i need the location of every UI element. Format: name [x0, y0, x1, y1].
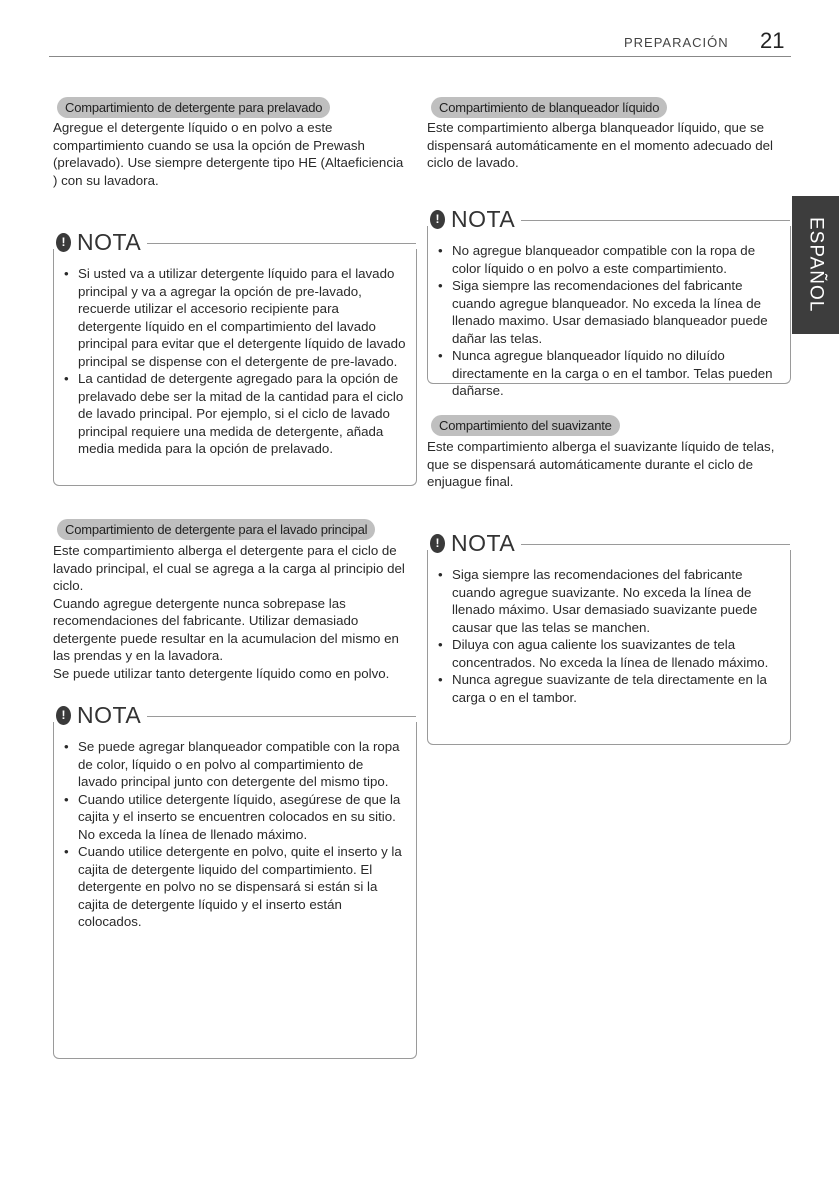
note-item: • Cuando utilice detergente líquido, asegúrese de que la cajita y el inserto se encuentren colocados en su sitio. No exceda la línea de llenado máximo.: [64, 791, 406, 844]
main-wash-note-box: [53, 701, 417, 1059]
bleach-body: Este compartimiento alberga blanqueador líquido, que se dispensará automáticamente en el momento adecuado del ciclo de lavado.: [427, 120, 773, 170]
bleach-note-box: [427, 205, 791, 398]
note-rule: [147, 716, 416, 717]
note-label: NOTA: [451, 205, 516, 232]
prewash-note-box: [53, 228, 417, 486]
note-item: • No agregue blanqueador compatible con la ropa de color líquido o en polvo a este compartimiento.: [438, 242, 780, 277]
note-rule: [147, 243, 416, 244]
main-wash-paragraph: Este compartimiento alberga el detergente para el ciclo de lavado principal, el cual se agrega a la carga al principio del ciclo.: [53, 543, 405, 593]
note-item: • Nunca agregue blanqueador líquido no diluído directamente en la carga o en el tambor. Telas pueden dañarse.: [438, 347, 780, 400]
note-label: NOTA: [77, 701, 142, 728]
note-item: • La cantidad de detergente agregado para la opción de prelavado debe ser la mitad de la cantidad para el ciclo de lavado principal. Por ejemplo, si el ciclo de lavado principal requiere una medida de detergente, añada media medida para la opción de prelavado.: [64, 370, 406, 458]
section-title: PREPARACIÓN: [624, 35, 729, 50]
info-icon: !: [430, 534, 445, 553]
main-wash-paragraph: Cuando agregue detergente nunca sobrepase las recomendaciones del fabricante. Utilizar demasiado detergente puede resultar en la acumulacion del mismo en las prendas y en la lavadora.: [53, 595, 399, 663]
bleach-note-list: [438, 242, 780, 400]
main-wash-body: [53, 542, 408, 682]
note-header: [54, 228, 416, 255]
note-header: [54, 701, 416, 728]
info-icon: !: [56, 233, 71, 252]
prewash-heading: Compartimiento de detergente para prelavado: [57, 97, 330, 118]
note-item: • Diluya con agua caliente los suavizantes de tela concentrados. No exceda la línea de llenado máximo.: [438, 636, 780, 671]
bleach-heading: Compartimiento de blanqueador líquido: [431, 97, 667, 118]
info-icon: !: [430, 210, 445, 229]
main-wash-paragraph: Se puede utilizar tanto detergente líquido como en polvo.: [53, 665, 390, 681]
softener-note-box: [427, 529, 791, 745]
info-icon: !: [56, 706, 71, 725]
language-tab-label: ESPAÑOL: [805, 217, 827, 313]
header-divider: [49, 56, 791, 57]
note-item: • Siga siempre las recomendaciones del fabricante cuando agregue suavizante. No exceda la línea de llenado máximo. Usar demasiado suavizante puede causar que las telas se manchen.: [438, 566, 780, 636]
note-item: • Siga siempre las recomendaciones del fabricante cuando agregue blanqueador. No exceda la línea de llenado maximo. Usar demasiado blanqueador puede dañar las telas.: [438, 277, 780, 347]
note-rule: [521, 544, 790, 545]
softener-note-list: [438, 566, 780, 706]
note-label: NOTA: [77, 228, 142, 255]
prewash-body: Agregue el detergente líquido o en polvo a este compartimiento cuando se usa la opción de Prewash (prelavado). Use siempre detergente tipo HE (Altaeficiencia ) con su lavadora.: [53, 120, 404, 188]
language-tab: [792, 196, 839, 334]
note-header: [428, 529, 790, 556]
note-header: [428, 205, 790, 232]
note-item: • Cuando utilice detergente en polvo, quite el inserto y la cajita de detergente liquido del compartimiento. El detergente en polvo no se dispensará si están si la cajita de detergente líquido y el inserto están colocados.: [64, 843, 406, 931]
note-item: • Se puede agregar blanqueador compatible con la ropa de color, líquido o en polvo al compartimiento de lavado principal junto con detergente del mismo tipo.: [64, 738, 406, 791]
softener-body: Este compartimiento alberga el suavizante líquido de telas, que se dispensará automáticamente durante el ciclo de enjuague final.: [427, 439, 775, 489]
note-label: NOTA: [451, 529, 516, 556]
prewash-note-list: [64, 265, 406, 458]
softener-heading: Compartimiento del suavizante: [431, 415, 620, 436]
main-wash-note-list: [64, 738, 406, 931]
note-rule: [521, 220, 790, 221]
main-wash-heading: Compartimiento de detergente para el lavado principal: [57, 519, 375, 540]
note-item: • Nunca agregue suavizante de tela directamente en la carga o en el tambor.: [438, 671, 780, 706]
note-item: • Si usted va a utilizar detergente líquido para el lavado principal y va a agregar la opción de pre-lavado, recuerde utilizar el accesorio recipiente para detergente líquido en el compartimiento del lavado principal para evitar que el detergente líquido de lavado principal se dispense con el detergente de pre-lavado.: [64, 265, 406, 370]
page-number: 21: [760, 28, 785, 53]
